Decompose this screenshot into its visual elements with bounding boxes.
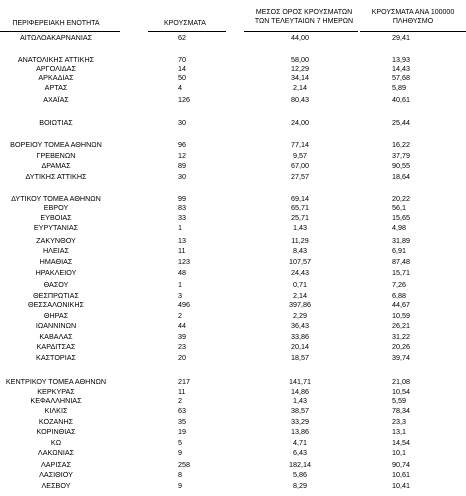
region-cell: ΕΒΡΟΥ	[43, 203, 69, 212]
table-row	[0, 203, 466, 212]
cases-cell: 13	[178, 236, 186, 245]
region-cell: ΛΑΚΩΝΙΑΣ	[37, 448, 75, 457]
cases-cell: 1	[178, 280, 182, 289]
region-cell: ΘΑΣΟΥ	[43, 280, 69, 289]
per-100k-cell: 31,22	[392, 332, 410, 341]
cases-cell: 14	[178, 64, 186, 73]
table-row	[0, 321, 466, 330]
region-cell: ΙΩΑΝΝΙΝΩΝ	[35, 321, 77, 330]
region-cell: ΔΥΤΙΚΗΣ ΑΤΤΙΚΗΣ	[25, 172, 87, 181]
cases-cell: 39	[178, 332, 186, 341]
per-100k-cell: 56,1	[392, 203, 406, 212]
table-row	[0, 194, 466, 203]
per-100k-cell: 40,61	[392, 95, 410, 104]
cases-cell: 9	[178, 448, 182, 457]
table-row	[0, 417, 466, 426]
table-row	[0, 332, 466, 341]
average-cell: 397,86	[289, 300, 311, 309]
region-cell: ΑΡΤΑΣ	[44, 83, 68, 92]
per-100k-cell: 10,61	[392, 470, 410, 479]
cases-cell: 19	[178, 427, 186, 436]
header-underline	[244, 31, 358, 32]
average-cell: 80,43	[291, 95, 309, 104]
average-cell: 33,29	[291, 417, 309, 426]
region-cell: ΛΑΡΙΣΑΣ	[40, 460, 72, 469]
average-cell: 2,29	[293, 311, 307, 320]
region-cell: ΚΑΣΤΟΡΙΑΣ	[36, 353, 76, 362]
table-row	[0, 246, 466, 255]
average-cell: 65,71	[291, 203, 309, 212]
region-cell: ΒΟΙΩΤΙΑΣ	[39, 118, 73, 127]
cases-cell: 99	[178, 194, 186, 203]
per-100k-cell: 20,22	[392, 194, 410, 203]
cases-cell: 35	[178, 417, 186, 426]
header-underline	[0, 31, 120, 32]
cases-cell: 12	[178, 151, 186, 160]
average-cell: 1,43	[293, 223, 307, 232]
average-cell: 1,43	[293, 396, 307, 405]
per-100k-cell: 5,89	[392, 83, 406, 92]
per-100k-cell: 87,48	[392, 257, 410, 266]
header-underline	[360, 31, 466, 32]
cases-cell: 83	[178, 203, 186, 212]
region-cell: ΘΕΣΣΑΛΟΝΙΚΗΣ	[28, 300, 84, 309]
cases-cell: 63	[178, 406, 186, 415]
region-cell: ΛΑΣΙΘΙΟΥ	[39, 470, 73, 479]
table-row	[0, 95, 466, 104]
cases-cell: 30	[178, 118, 186, 127]
table-row	[0, 257, 466, 266]
average-cell: 9,57	[293, 151, 307, 160]
average-cell: 14,86	[291, 387, 309, 396]
per-100k-cell: 14,54	[392, 438, 410, 447]
table-row	[0, 172, 466, 181]
per-100k-cell: 5,59	[392, 396, 406, 405]
cases-cell: 48	[178, 268, 186, 277]
cases-cell: 30	[178, 172, 186, 181]
table-row	[0, 377, 466, 386]
per-100k-cell: 31,89	[392, 236, 410, 245]
average-cell: 12,29	[291, 64, 309, 73]
table-row	[0, 83, 466, 92]
region-cell: ΕΥΡΥΤΑΝΙΑΣ	[33, 223, 79, 232]
per-100k-cell: 13,1	[392, 427, 406, 436]
table-row	[0, 140, 466, 149]
average-cell: 0,71	[293, 280, 307, 289]
per-100k-cell: 6,88	[392, 291, 406, 300]
cases-cell: 123	[178, 257, 190, 266]
region-cell: ΚΟΡΙΝΘΙΑΣ	[36, 427, 76, 436]
table-row	[0, 470, 466, 479]
region-cell: ΚΩ	[50, 438, 62, 447]
table-row	[0, 64, 466, 73]
per-100k-cell: 26,21	[392, 321, 410, 330]
table-row	[0, 55, 466, 64]
header-region: ΠΕΡΙΦΕΡΕΙΑΚΗ ΕΝΟΤΗΤΑ	[12, 20, 100, 27]
table-row	[0, 342, 466, 351]
per-100k-cell: 15,71	[392, 268, 410, 277]
cases-cell: 2	[178, 396, 182, 405]
per-100k-cell: 7,26	[392, 280, 406, 289]
region-cell: ΗΜΑΘΙΑΣ	[39, 257, 73, 266]
average-cell: 27,57	[291, 172, 309, 181]
per-100k-cell: 4,98	[392, 223, 406, 232]
cases-cell: 3	[178, 291, 182, 300]
cases-cell: 23	[178, 342, 186, 351]
region-cell: ΑΝΑΤΟΛΙΚΗΣ ΑΤΤΙΚΗΣ	[17, 55, 95, 64]
average-cell: 24,00	[291, 118, 309, 127]
average-cell: 20,14	[291, 342, 309, 351]
region-cell: ΚΑΡΔΙΤΣΑΣ	[36, 342, 76, 351]
cases-cell: 8	[178, 470, 182, 479]
table-row	[0, 353, 466, 362]
average-cell: 44,00	[291, 33, 309, 42]
cases-cell: 89	[178, 161, 186, 170]
average-cell: 77,14	[291, 140, 309, 149]
header-avg-line1: ΜΕΣΟΣ ΟΡΟΣ ΚΡΟΥΣΜΑΤΩΝ	[255, 9, 353, 16]
average-cell: 11,29	[291, 236, 309, 245]
table-row	[0, 311, 466, 320]
header-per-line2: ΠΛΗΘΥΣΜΟ	[392, 18, 434, 25]
cases-cell: 50	[178, 73, 186, 82]
average-cell: 4,71	[293, 438, 307, 447]
region-cell: ΗΛΕΙΑΣ	[42, 246, 70, 255]
per-100k-cell: 18,64	[392, 172, 410, 181]
average-cell: 25,71	[291, 213, 309, 222]
cases-cell: 5	[178, 438, 182, 447]
region-cell: ΘΕΣΠΡΩΤΙΑΣ	[33, 291, 79, 300]
per-100k-cell: 10,41	[392, 481, 410, 490]
per-100k-cell: 23,3	[392, 417, 406, 426]
cases-cell: 44	[178, 321, 186, 330]
per-100k-cell: 78,34	[392, 406, 410, 415]
table-row	[0, 236, 466, 245]
table-row	[0, 213, 466, 222]
region-cell: ΚΑΒΑΛΑΣ	[39, 332, 73, 341]
table-row	[0, 118, 466, 127]
header-seven-day-average	[244, 8, 364, 26]
cases-cell: 62	[178, 33, 186, 42]
cases-cell: 96	[178, 140, 186, 149]
per-100k-cell: 29,41	[392, 33, 410, 42]
per-100k-cell: 16,22	[392, 140, 410, 149]
table-row	[0, 280, 466, 289]
table-row	[0, 448, 466, 457]
average-cell: 8,29	[293, 481, 307, 490]
average-cell: 33,86	[291, 332, 309, 341]
per-100k-cell: 13,93	[392, 55, 410, 64]
per-100k-cell: 10,59	[392, 311, 410, 320]
average-cell: 18,57	[291, 353, 309, 362]
average-cell: 69,14	[291, 194, 309, 203]
average-cell: 34,14	[291, 73, 309, 82]
region-cell: ΚΕΝΤΡΙΚΟΥ ΤΟΜΕΑ ΑΘΗΝΩΝ	[5, 377, 107, 386]
cases-cell: 9	[178, 481, 182, 490]
per-100k-cell: 25,44	[392, 118, 410, 127]
region-cell: ΖΑΚΥΝΘΟΥ	[36, 236, 76, 245]
average-cell: 141,71	[289, 377, 311, 386]
header-avg-line2: ΤΩΝ ΤΕΛΕΥΤΑΙΩΝ 7 ΗΜΕΡΩΝ	[254, 18, 354, 25]
region-cell: ΒΟΡΕΙΟΥ ΤΟΜΕΑ ΑΘΗΝΩΝ	[10, 140, 102, 149]
region-cell: ΚΟΖΑΝΗΣ	[38, 417, 74, 426]
average-cell: 2,14	[293, 291, 307, 300]
cases-cell: 217	[178, 377, 190, 386]
per-100k-cell: 90,55	[392, 161, 410, 170]
region-cell: ΓΡΕΒΕΝΩΝ	[36, 151, 76, 160]
region-cell: ΚΙΛΚΙΣ	[44, 406, 68, 415]
table-row	[0, 268, 466, 277]
average-cell: 5,86	[293, 470, 307, 479]
per-100k-cell: 57,68	[392, 73, 410, 82]
per-100k-cell: 6,91	[392, 246, 406, 255]
average-cell: 67,00	[291, 161, 309, 170]
table-row	[0, 387, 466, 396]
cases-cell: 20	[178, 353, 186, 362]
header-underline	[148, 31, 226, 32]
header-per-line1: ΚΡΟΥΣΜΑΤΑ ΑΝΑ 100000	[371, 9, 455, 16]
region-cell: ΑΡΚΑΔΙΑΣ	[38, 73, 74, 82]
table-row	[0, 300, 466, 309]
region-cell: ΑΧΑΪΑΣ	[43, 95, 69, 104]
cases-cell: 11	[178, 387, 186, 396]
per-100k-cell: 20,26	[392, 342, 410, 351]
per-100k-cell: 37,79	[392, 151, 410, 160]
region-cell: ΚΕΡΚΥΡΑΣ	[37, 387, 75, 396]
per-100k-cell: 39,74	[392, 353, 410, 362]
region-cell: ΚΕΦΑΛΛΗΝΙΑΣ	[30, 396, 82, 405]
header-cases-per-100k	[360, 8, 466, 26]
table-row	[0, 291, 466, 300]
table-row	[0, 481, 466, 490]
average-cell: 38,57	[291, 406, 309, 415]
average-cell: 6,43	[293, 448, 307, 457]
region-cell: ΑΙΤΩΛΟΑΚΑΡΝΑΝΙΑΣ	[19, 33, 93, 42]
region-cell: ΗΡΑΚΛΕΙΟΥ	[35, 268, 77, 277]
average-cell: 24,43	[291, 268, 309, 277]
cases-cell: 1	[178, 223, 182, 232]
table-row	[0, 406, 466, 415]
cases-cell: 258	[178, 460, 190, 469]
table-row	[0, 161, 466, 170]
average-cell: 13,86	[291, 427, 309, 436]
table-row	[0, 73, 466, 82]
per-100k-cell: 21,08	[392, 377, 410, 386]
cases-cell: 2	[178, 311, 182, 320]
table-row	[0, 223, 466, 232]
average-cell: 182,14	[289, 460, 311, 469]
cases-cell: 33	[178, 213, 186, 222]
per-100k-cell: 10,54	[392, 387, 410, 396]
per-100k-cell: 15,65	[392, 213, 410, 222]
region-cell: ΑΡΓΟΛΙΔΑΣ	[36, 64, 76, 73]
average-cell: 36,43	[291, 321, 309, 330]
table-row	[0, 460, 466, 469]
average-cell: 8,43	[293, 246, 307, 255]
cases-cell: 11	[178, 246, 186, 255]
cases-cell: 4	[178, 83, 182, 92]
table-row	[0, 151, 466, 160]
cases-cell: 70	[178, 55, 186, 64]
region-cell: ΕΥΒΟΙΑΣ	[40, 213, 72, 222]
per-100k-cell: 90,74	[392, 460, 410, 469]
average-cell: 107,57	[289, 257, 311, 266]
region-cell: ΘΗΡΑΣ	[43, 311, 69, 320]
table-row	[0, 438, 466, 447]
region-cell: ΔΥΤΙΚΟΥ ΤΟΜΕΑ ΑΘΗΝΩΝ	[11, 194, 101, 203]
header-cases: ΚΡΟΥΣΜΑΤΑ	[164, 20, 206, 27]
average-cell: 58,00	[291, 55, 309, 64]
region-cell: ΔΡΑΜΑΣ	[41, 161, 71, 170]
per-100k-cell: 10,1	[392, 448, 406, 457]
table-row	[0, 427, 466, 436]
average-cell: 2,14	[293, 83, 307, 92]
per-100k-cell: 14,43	[392, 64, 410, 73]
cases-cell: 126	[178, 95, 190, 104]
cases-cell: 496	[178, 300, 190, 309]
table-row	[0, 396, 466, 405]
table-row	[0, 33, 466, 42]
table-header	[0, 0, 466, 32]
region-cell: ΛΕΣΒΟΥ	[41, 481, 71, 490]
per-100k-cell: 44,67	[392, 300, 410, 309]
